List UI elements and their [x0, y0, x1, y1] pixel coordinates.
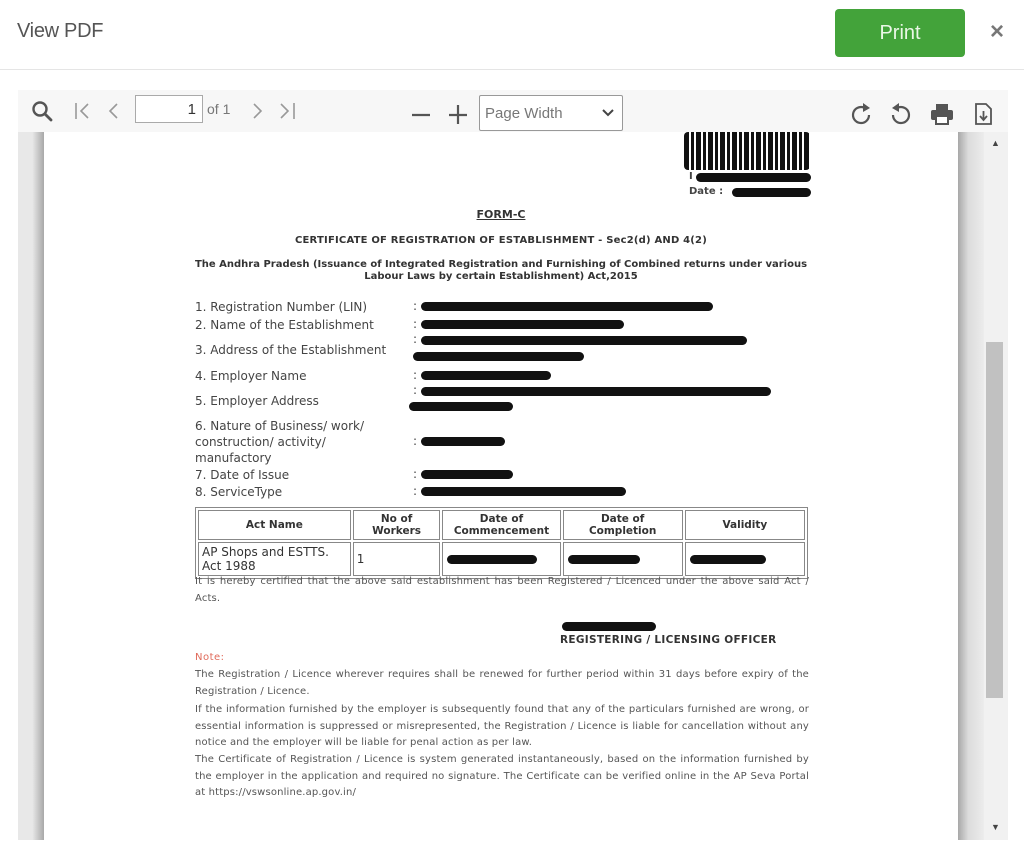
certificate-title: CERTIFICATE OF REGISTRATION OF ESTABLISHMENT - Sec2(d) AND 4(2): [294, 235, 707, 246]
officer-title: REGISTERING / LICENSING OFFICER: [560, 634, 777, 646]
zoom-out-icon[interactable]: [410, 102, 432, 130]
column-header-date-of-completion: Date of Completion: [563, 510, 683, 540]
note-paragraph: If the information furnished by the employer is subsequently found that any of the particulars furnished are wrong, or essential information is suppressed or misrepresented, the Registration / Licence is liable for cancellation without any notice and the employer will be liable for penal action as per law.: [195, 704, 809, 748]
document-area: [18, 132, 1008, 840]
next-page-icon[interactable]: [250, 100, 264, 128]
form-title: FORM-C: [476, 208, 526, 221]
redacted-establishment-name: [421, 320, 624, 329]
field-label-establishment-address: 3. Address of the Establishment: [195, 343, 387, 357]
scrollbar-thumb[interactable]: [986, 342, 1003, 698]
column-header-act-name: Act Name: [198, 510, 351, 540]
page-shadow-left: [18, 132, 44, 840]
zoom-level-select[interactable]: [479, 95, 623, 131]
field-colon: :: [413, 317, 418, 331]
page-number-input[interactable]: [135, 95, 203, 123]
search-icon[interactable]: [30, 99, 54, 129]
redacted-date: [732, 188, 811, 197]
table-row: [198, 542, 805, 576]
id-prefix: I: [689, 171, 693, 182]
field-colon: :: [413, 383, 418, 397]
field-label-nature-of-business: 6. Nature of Business/ work/ construction/ activity/ manufactory: [195, 419, 365, 465]
note-paragraph: The Certificate of Registration / Licence is system generated instantaneously, based on the information furnished by the employer in the application and required no signature. The Certificate can be verified online in the AP Seva Portal at https://vswsonline.ap.gov.in/: [195, 754, 809, 798]
column-header-date-of-commencement: Date of Commencement: [442, 510, 560, 540]
field-label-establishment-name: 2. Name of the Establishment: [195, 318, 374, 332]
redacted-employer-address-line2: [409, 402, 513, 411]
cell-validity: [685, 542, 805, 576]
date-label: Date :: [689, 186, 724, 197]
redacted-establishment-address-line2: [413, 352, 584, 361]
column-header-no-of-workers: No of Workers: [353, 510, 441, 540]
redacted-employer-address-line1: [421, 387, 771, 396]
close-icon[interactable]: ×: [989, 18, 1004, 45]
redacted-commencement-date: [447, 555, 537, 564]
field-colon: :: [413, 332, 418, 346]
cell-date-of-completion: [563, 542, 683, 576]
redacted-registration-number: [421, 302, 713, 311]
vertical-scrollbar[interactable]: [984, 132, 1008, 840]
cell-act-name: AP Shops and ESTTS. Act 1988: [198, 542, 351, 576]
last-page-icon[interactable]: [277, 100, 297, 128]
field-label-employer-address: 5. Employer Address: [195, 394, 319, 408]
cell-date-of-commencement: [442, 542, 560, 576]
chevron-down-icon: [602, 106, 614, 120]
modal-header: [0, 0, 1024, 70]
field-colon: :: [413, 299, 418, 313]
table-header-row: [198, 510, 805, 540]
redacted-date-of-issue: [421, 470, 513, 479]
pdf-page: [44, 132, 958, 840]
redacted-completion-date: [568, 555, 640, 564]
certified-text: It is hereby certified that the above said establishment has been Registered / Licenced under the above said Act / Acts.: [195, 576, 809, 604]
field-colon: :: [413, 484, 418, 498]
scroll-down-arrow-icon[interactable]: ▼: [991, 822, 1000, 832]
redacted-nature-of-business: [421, 437, 505, 446]
rotate-clockwise-icon[interactable]: [849, 102, 875, 134]
note-label: Note:: [195, 652, 225, 663]
field-label-date-of-issue: 7. Date of Issue: [195, 468, 290, 482]
field-label-registration-number: 1. Registration Number (LIN): [195, 300, 368, 314]
download-icon[interactable]: [973, 102, 993, 132]
print-icon[interactable]: [929, 102, 955, 132]
act-title: The Andhra Pradesh (Issuance of Integrated Registration and Furnishing of Combined returns under various Labour Laws by certain Establishment) Act,2015: [194, 259, 808, 282]
rotate-counterclockwise-icon[interactable]: [887, 102, 913, 134]
redacted-officer-name: [562, 622, 656, 631]
zoom-level-value: Page Width: [485, 104, 563, 122]
redacted-establishment-address-line1: [421, 336, 747, 345]
prev-page-icon[interactable]: [107, 100, 121, 128]
first-page-icon[interactable]: [73, 100, 93, 128]
page-total-label: of 1: [207, 101, 231, 117]
field-colon: :: [413, 467, 418, 481]
column-header-validity: Validity: [685, 510, 805, 540]
page-shadow-right: [958, 132, 984, 840]
print-button[interactable]: Print: [835, 9, 965, 57]
field-colon: :: [413, 368, 418, 382]
pdf-viewer: [18, 90, 1008, 840]
redacted-employer-name: [421, 371, 551, 380]
redacted-id: [696, 173, 811, 182]
modal-title: View PDF: [17, 20, 104, 42]
field-colon: :: [413, 434, 418, 448]
scroll-up-arrow-icon[interactable]: ▲: [991, 138, 1000, 148]
acts-table: [195, 507, 808, 579]
cell-no-of-workers: 1: [353, 542, 441, 576]
barcode: [684, 132, 810, 170]
field-label-employer-name: 4. Employer Name: [195, 369, 307, 383]
pdf-toolbar: [18, 90, 1008, 132]
zoom-in-icon[interactable]: [447, 102, 469, 130]
redacted-service-type: [421, 487, 626, 496]
field-label-service-type: 8. ServiceType: [195, 485, 283, 499]
note-paragraph: The Registration / Licence wherever requires shall be renewed for further period within 31 days before expiry of the Registration / Licence.: [195, 669, 809, 697]
redacted-validity-date: [690, 555, 766, 564]
